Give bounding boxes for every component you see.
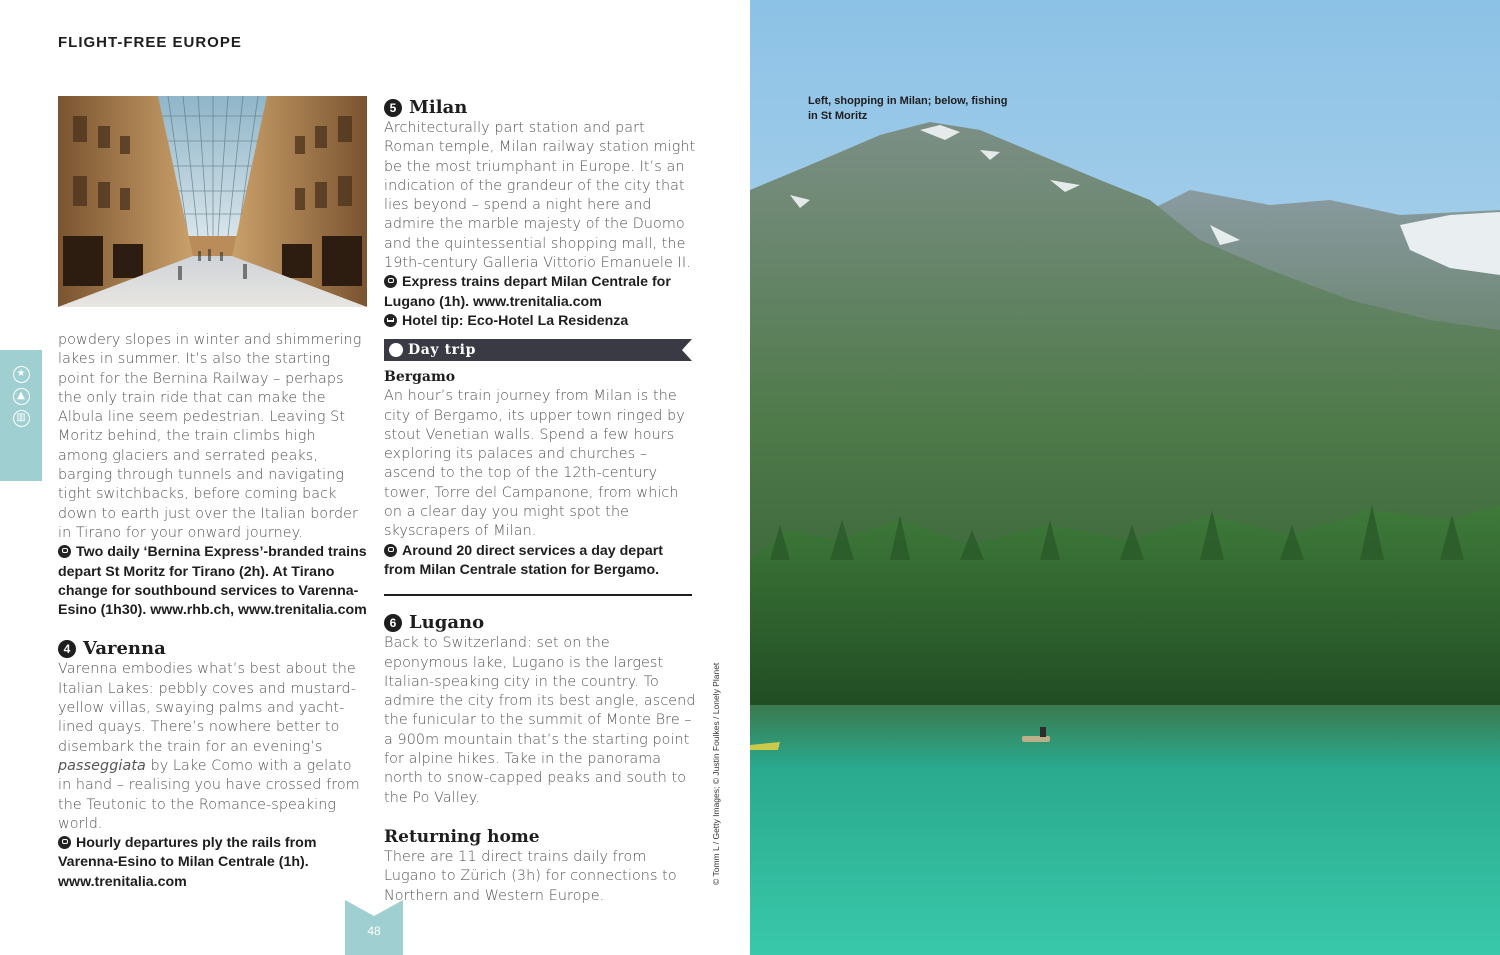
museum-icon: ▥: [13, 410, 30, 427]
milan-practical-text: Express trains depart Milan Centrale for Lugano (1h). www.trenitalia.com: [384, 274, 671, 310]
train-icon: [384, 544, 397, 557]
day-trip-practical-text: Around 20 direct services a day depart from Milan Centrale station for Bergamo.: [384, 542, 664, 578]
landscape-illustration: [750, 0, 1500, 955]
tree-icon: ▲: [13, 388, 30, 405]
intro-practical-text: Two daily ‘Bernina Express’-branded trains depart St Moritz for Tirano (2h). At Tirano change for southbound services to Varenna-Esino (1h30). www.rhb.ch, www.trenitalia.com: [58, 544, 367, 619]
galleria-photo: [58, 96, 367, 307]
train-icon: [58, 836, 71, 849]
st-moritz-photo: [750, 0, 1500, 955]
milan-hotel-tip-text: Hotel tip: Eco-Hotel La Residenza: [402, 312, 629, 329]
varenna-title: Varenna: [83, 638, 166, 660]
varenna-text-a: Varenna embodies what’s best about the Italian Lakes: pebbly coves and mustard-yellow villas, swaying palms and yacht-lined quays. There’s nowhere better to disembark the train for an evening’s: [58, 661, 356, 755]
milan-heading: [384, 97, 696, 119]
day-trip-subtitle: Bergamo: [384, 369, 456, 386]
day-trip-practical: [384, 542, 696, 581]
column-2: [384, 97, 696, 906]
photo-credit: © Tomm L / Getty Images; © Justin Foulkes / Lonely Planet: [711, 662, 721, 885]
column-1: [58, 331, 368, 892]
intro-text: powdery slopes in winter and shimmering lakes in summer. It’s also the starting point for the Bernina Railway – perhaps the only train ride that can make the Albula line seem pedestrian. Leaving St Moritz behind, the train climbs high among glaciers and serrated peaks, barging through tunnels and navigating tight switchbacks, before coming back down to earth just over the Italian border in Tirano for your onward journey.: [58, 332, 362, 541]
varenna-number: 4: [58, 640, 76, 658]
photo-caption: Left, shopping in Milan; below, fishing in St Moritz: [808, 95, 1008, 122]
varenna-practical-text: Hourly departures ply the rails from Varenna-Esino to Milan Centrale (1h). www.trenitalia.com: [58, 835, 317, 890]
lugano-number: 6: [384, 614, 402, 632]
varenna-heading: [58, 638, 368, 660]
returning-home-heading: Returning home: [384, 826, 540, 847]
day-trip-banner: [384, 339, 692, 361]
milan-hotel-tip: [384, 312, 696, 331]
milan-number: 5: [384, 99, 402, 117]
returning-home-text: There are 11 direct trains daily from Lugano to Zürich (3h) for connections to Northern and Western Europe.: [384, 848, 677, 904]
lugano-title: Lugano: [409, 612, 485, 634]
milan-title: Milan: [409, 97, 468, 118]
varenna-text-b: by Lake Como with a gelato in hand – realising you have crossed from the Teutonic to the Romance-speaking world.: [58, 757, 360, 832]
intro-practical: [58, 543, 368, 620]
milan-practical: [384, 273, 696, 312]
varenna-text: [58, 660, 368, 834]
train-icon: [58, 545, 71, 558]
day-trip-text: An hour’s train journey from Milan is the city of Bergamo, its upper town ringed by stout Venetian walls. Spend a few hours exploring its palaces and churches – ascend to the top of the 12th-century tower, Torre del Campanone, from which on a clear day you might spot the skyscrapers of Milan.: [384, 388, 685, 540]
lugano-text: Back to Switzerland: set on the eponymous lake, Lugano is the largest Italian-speaking city in the country. To admire the city from its best angle, ascend the funicular to the summit of Monte Bre – a 900m mountain that’s the starting point for alpine hikes. Take in the panorama north to snow-capped peaks and south to the Po Valley.: [384, 635, 696, 806]
lugano-heading: [384, 612, 696, 634]
running-head: FLIGHT-FREE EUROPE: [58, 34, 242, 51]
star-icon: ★: [13, 366, 30, 383]
day-trip-label: Day trip: [408, 342, 476, 359]
milan-text: Architecturally part station and part Roman temple, Milan railway station might be the most triumphant in Europe. It’s an indication of the grandeur of the city that lies beyond – spend a night here and admire the marble majesty of the Duomo and the quintessential shopping mall, the 19th-century Galleria Vittorio Emanuele II.: [384, 120, 696, 272]
galleria-illustration: [58, 96, 367, 307]
section-divider: [384, 594, 692, 596]
varenna-practical: [58, 834, 368, 892]
page-number: 48: [367, 924, 381, 938]
side-tab: [0, 350, 42, 481]
train-icon: [384, 275, 397, 288]
bed-icon: [384, 314, 397, 327]
varenna-text-italic: passeggiata: [58, 757, 146, 774]
